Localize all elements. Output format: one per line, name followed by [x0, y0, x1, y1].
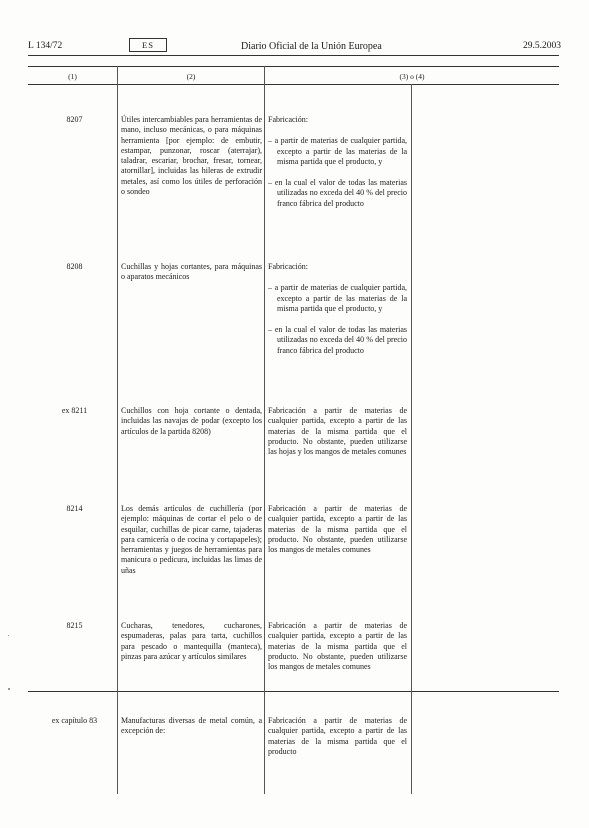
scan-speck: [8, 688, 10, 690]
origin-rule: Fabricación a partir de materias de cualquier partida, excepto a partir de las materias de la misma partida que el producto: [268, 716, 407, 756]
heading-code: ex 8211: [61, 406, 88, 415]
header-rule: [28, 55, 559, 56]
page-reference: L 134/72: [28, 41, 63, 51]
rule-condition: – a partir de materias de cualquier partida, excepto a partir de las materias de la misma partida que el producto, y: [268, 136, 407, 166]
journal-title: Diario Oficial de la Unión Europea: [241, 41, 382, 52]
heading-code: ex capítulo 83: [51, 716, 98, 725]
rule-condition: – en la cual el valor de todas las materias utilizadas no exceda del 40 % del precio franco fábrica del producto: [268, 178, 407, 208]
language-badge: ES: [129, 38, 167, 52]
publication-date: 29.5.2003: [523, 41, 561, 51]
rule-condition: – en la cual el valor de todas las materias utilizadas no exceda del 40 % del precio franco fábrica del producto: [268, 325, 407, 355]
rule-intro: Fabricación:: [268, 115, 308, 124]
origin-rule: Fabricación a partir de materias de cualquier partida, excepto a partir de las materias de la misma partida que el producto. No obstante, pueden utilizarse los mangos de metales comunes: [268, 504, 407, 555]
column-header-2: (2): [186, 72, 196, 81]
column-divider-3: [411, 84, 412, 794]
origin-rule: [268, 262, 407, 367]
scan-speck: [8, 635, 9, 636]
column-divider-2: [264, 66, 265, 794]
product-description: Los demás artículos de cuchillería (por ejemplo: máquinas de cortar el pelo o de esquilar, cuchillas de picar carne, tajaderas para carnicería o de cocina y cortapapeles); herramientas y juegos de herramientas para manicura o pedicura, incluidas las limas de uñas: [121, 504, 262, 575]
rule-intro: Fabricación:: [268, 262, 308, 271]
product-description: Manufacturas diversas de metal común, a excepción de:: [121, 716, 262, 736]
heading-code: 8214: [66, 504, 83, 513]
heading-code: 8208: [66, 262, 83, 271]
column-divider-1: [117, 66, 118, 794]
product-description: Cuchillas y hojas cortantes, para máquinas o aparatos mecánicos: [121, 262, 262, 282]
section-divider-rule: [28, 691, 559, 692]
table-top-rule: [28, 66, 559, 67]
origin-rule: Fabricación a partir de materias de cualquier partida, excepto a partir de las materias de la misma partida que el producto. No obstante, pueden utilizarse las hojas y los mangos de metales comunes: [268, 406, 407, 457]
rule-condition: – a partir de materias de cualquier partida, excepto a partir de las materias de la misma partida que el producto, y: [268, 283, 407, 313]
column-header-rule: [28, 84, 559, 85]
product-description: Útiles intercambiables para herramientas de mano, incluso mecánicas, o para máquinas herramienta [por ejemplo: de embutir, estampar, punzonar, roscar (aterrajar), taladrar, escariar, brochar, fresar, tornear, atornillar], incluidas las hileras de extrudir metales, así como los útiles de perforación o sondeo: [121, 115, 262, 197]
column-header-1: (1): [68, 72, 77, 81]
origin-rule: Fabricación a partir de materias de cualquier partida, excepto a partir de las materias de la misma partida que el producto. No obstante, pueden utilizarse los mangos de metales comunes: [268, 621, 407, 672]
heading-code: 8215: [66, 621, 83, 630]
product-description: Cucharas, tenedores, cucharones, espumaderas, palas para tarta, cuchillos para pescado o mantequilla (manteca), pinzas para azúcar y artículos similares: [121, 621, 262, 661]
column-header-3: (3) o (4): [399, 72, 425, 81]
product-description: Cuchillos con hoja cortante o dentada, incluidas las navajas de podar (excepto los artículos de la partida 8208): [121, 406, 262, 436]
heading-code: 8207: [66, 115, 83, 124]
origin-rule: [268, 115, 407, 220]
